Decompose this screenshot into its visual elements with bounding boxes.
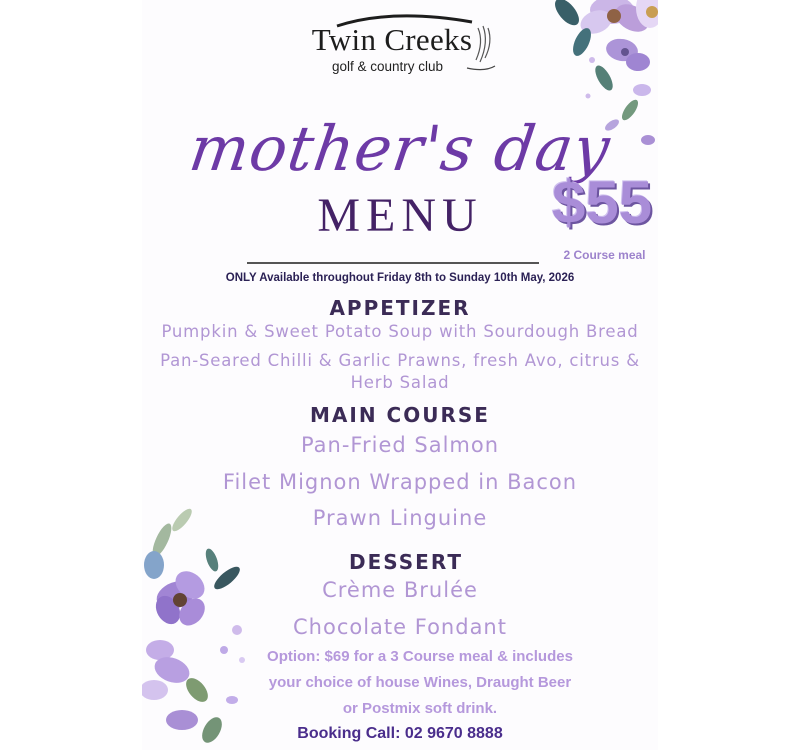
booking-phone: Booking Call: 02 9670 8888 [297,725,503,742]
logo-title: Twin Creeks [311,22,473,57]
menu-item: Herb Salad [350,373,450,392]
price-amount: $55 [552,169,653,236]
menu-item: Chocolate Fondant [293,615,507,639]
appetizer-heading: APPETIZER [329,296,471,320]
menu-item: Filet Mignon Wrapped in Bacon [222,470,578,494]
price-note: 2 Course meal [563,248,646,262]
title-divider [247,262,539,264]
dessert-heading: DESSERT [349,550,463,574]
logo-subtitle: golf & country club [332,59,444,74]
main-course-heading: MAIN COURSE [310,403,490,427]
option-line: your choice of house Wines, Draught Beer [268,674,572,691]
menu-item: Crème Brulée [322,578,478,602]
menu-heading: MENU [317,189,483,242]
script-title: mother's day [185,112,615,185]
availability-note: ONLY Available throughout Friday 8th to Sunday 10th May, 2026 [225,272,575,284]
menu-item: Prawn Linguine [312,506,488,530]
club-logo [282,6,502,76]
menu-poster [142,0,658,750]
menu-item: Pan-Fried Salmon [300,433,500,457]
menu-item: Pumpkin & Sweet Potato Soup with Sourdough Bread [161,322,639,341]
menu-item: Pan-Seared Chilli & Garlic Prawns, fresh Avo, citrus & [160,351,640,370]
option-line: Option: $69 for a 3 Course meal & includes [267,648,573,665]
option-line: or Postmix soft drink. [342,700,498,717]
